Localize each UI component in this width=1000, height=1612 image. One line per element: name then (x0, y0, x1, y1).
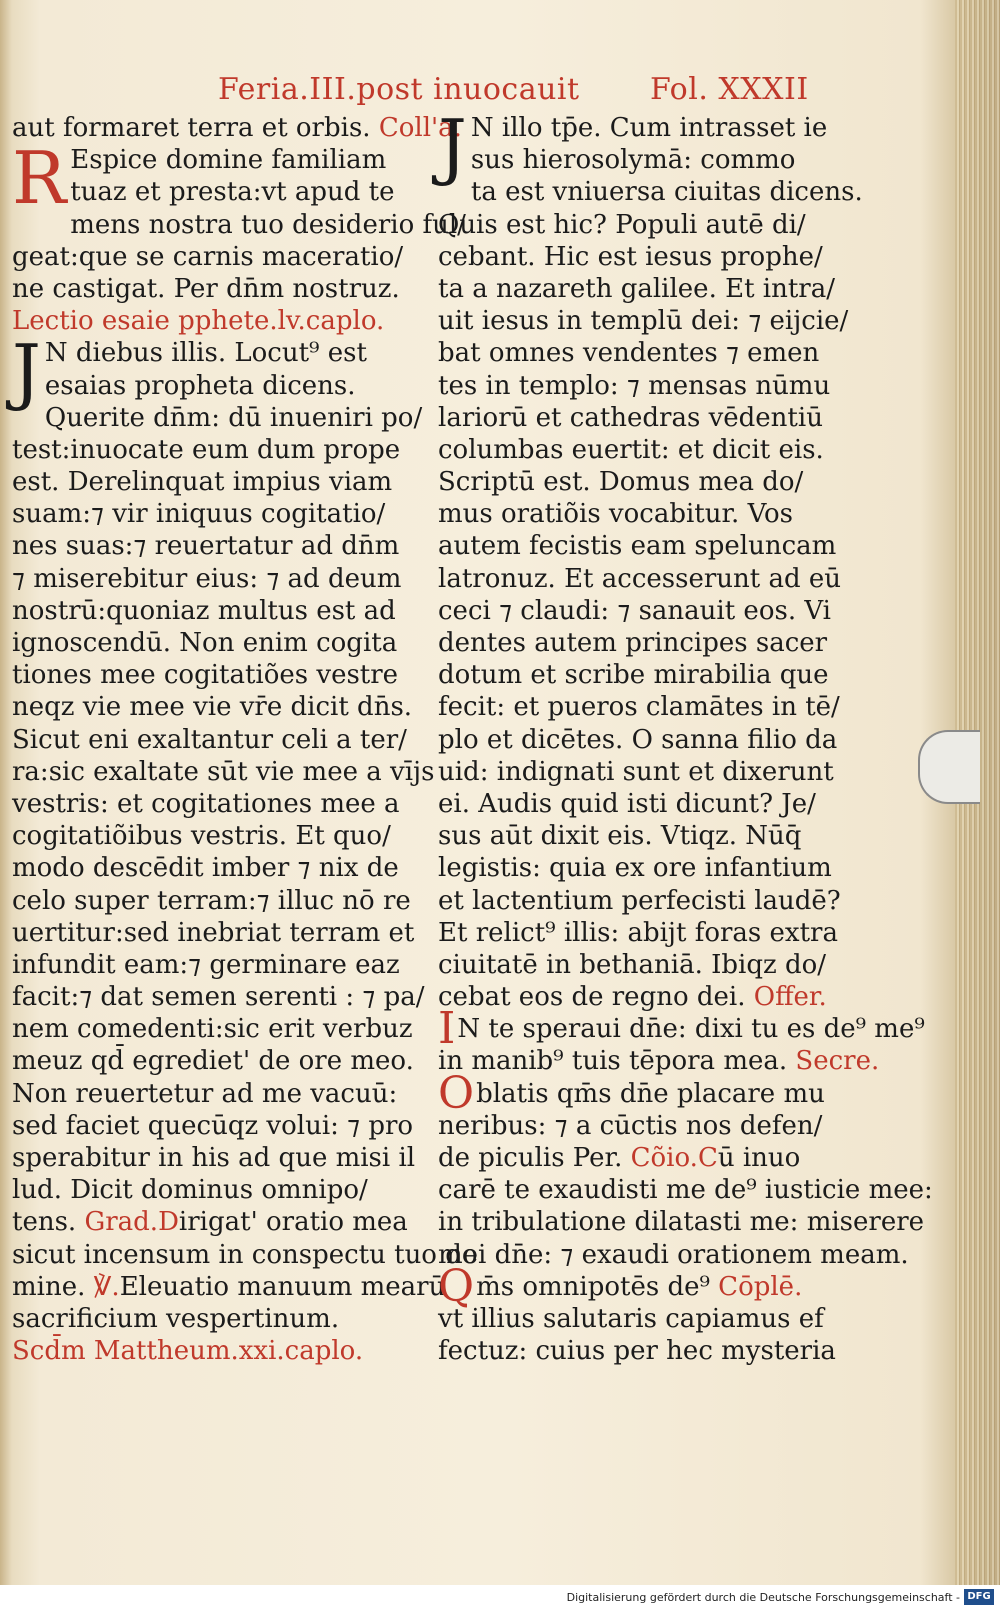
text-line (438, 1045, 880, 1077)
line-text: irigat' oratio mea (178, 1207, 408, 1238)
text-line (438, 209, 858, 241)
line-text: ignoscendū. Non enim cogita (12, 628, 398, 658)
line-text: cebat eos de regno dei. (438, 982, 754, 1013)
text-line (12, 176, 430, 208)
line-text: fecit: et pueros clamātes in tē/ (438, 692, 840, 723)
line-text: sus hierosolymā: commo (470, 145, 796, 176)
footer-bar (0, 1585, 1000, 1612)
text-line (12, 241, 430, 273)
line-text: Et relict⁹ illis: abijt foras extra (438, 917, 838, 948)
text-line (12, 659, 430, 691)
text-line (12, 820, 430, 852)
text-line (438, 756, 858, 788)
text-line (12, 595, 430, 627)
text-line (438, 1142, 858, 1174)
red-initial: C (697, 1143, 718, 1173)
rubric-label: Grad. (84, 1207, 159, 1238)
text-line (12, 1110, 430, 1142)
line-text: lud. Dicit dominus omnipo/ (12, 1175, 368, 1206)
line-text: cogitatiõibus vestris. Et quo/ (12, 821, 391, 852)
line-text: autem fecistis eam speluncam (438, 531, 837, 562)
line-text: facit:⁊ dat semen serenti : ⁊ pa/ (12, 982, 425, 1013)
text-line (12, 1303, 430, 1335)
rubric-label: Offer. (753, 982, 827, 1013)
text-line (438, 563, 858, 595)
line-text: m̄s omnipotēs de⁹ (476, 1271, 719, 1302)
text-line (12, 1206, 430, 1238)
line-text: aut formaret terra et orbis. (12, 113, 379, 143)
left-column (12, 112, 478, 1367)
line-text: vt illius salutaris capiamus ef (438, 1303, 824, 1334)
text-line (438, 627, 858, 659)
text-line (12, 273, 430, 305)
line-text: nem comedenti:sic erit verbuz (12, 1014, 413, 1045)
line-text: tes in templo: ⁊ mensas nūmu (438, 370, 831, 401)
text-line (12, 305, 430, 337)
line-text: legistis: quia ex ore infantium (438, 853, 832, 884)
line-text: bat omnes vendentes ⁊ emen (438, 338, 820, 369)
text-line (438, 917, 858, 949)
text-line (12, 724, 430, 756)
text-line (438, 112, 858, 144)
text-line (438, 1303, 858, 1335)
text-line (438, 1174, 933, 1206)
line-text: sus aūt dixit eis. Vtiqz. Nūq̄ (438, 821, 802, 852)
text-line (12, 144, 430, 176)
line-text: meuz qd̄ egrediet' de ore meo. (12, 1046, 414, 1077)
header-folio: Fol. XXXII (650, 72, 809, 107)
line-text: uit iesus in templū dei: ⁊ eijcie/ (438, 306, 849, 337)
line-text: geat:que se carnis maceratio/ (12, 241, 404, 272)
text-line (438, 981, 858, 1013)
line-text: Eleuatio manuum mearū (119, 1271, 446, 1302)
line-text: modo descēdit imber ⁊ nix de (12, 853, 399, 884)
text-line (12, 627, 430, 659)
line-text: neqz vie mee vie vr̄e dicit dn̄s. (12, 692, 413, 723)
line-text: tens. (12, 1207, 85, 1238)
text-line (12, 337, 430, 369)
text-line (438, 595, 858, 627)
line-text: suam:⁊ vir iniquus cogitatio/ (12, 499, 386, 530)
line-text: ceci ⁊ claudi: ⁊ sanauit eos. Vi (438, 595, 831, 626)
text-line (438, 1260, 858, 1312)
text-line (438, 820, 858, 852)
right-column (438, 104, 933, 1367)
line-text: dentes autem principes sacer (438, 628, 828, 658)
line-text: ei. Audis quid isti dicunt? Je/ (438, 788, 816, 819)
red-initial: I (438, 1003, 456, 1055)
text-line (12, 756, 435, 788)
text-line (12, 466, 430, 498)
text-line (12, 1045, 430, 1077)
line-text: uid: indignati sunt et dixerunt (438, 756, 834, 787)
text-line (12, 852, 430, 884)
rubric-heading: Lectio esaie pphete.lv.caplo. (12, 306, 385, 337)
line-text: cebant. Hic est iesus prophe/ (438, 241, 823, 272)
text-line (12, 434, 430, 466)
rubric-label: Cōplē. (718, 1271, 803, 1302)
text-line (438, 144, 858, 176)
text-line (438, 1206, 925, 1238)
header-feria: Feria.III.post inuocauit (218, 72, 580, 107)
initial-letter: J (12, 329, 41, 414)
line-text: celo super terram:⁊ illuc nō re (12, 885, 411, 916)
text-line (12, 1271, 446, 1303)
page-tab-marker (918, 730, 980, 804)
text-line (12, 1142, 430, 1174)
text-line (12, 1239, 478, 1271)
rubric-label: ℣. (93, 1271, 120, 1302)
line-text: mens nostra tuo desiderio ful/ (70, 209, 466, 240)
line-text: nostrū:quoniaz multus est ad (12, 595, 396, 626)
line-text: uertitur:sed inebriat terram et (12, 917, 415, 948)
text-line (438, 1110, 858, 1142)
text-line (438, 176, 863, 208)
red-initial: D (158, 1207, 179, 1238)
line-text: Quis est hic? Populi autē di/ (438, 209, 806, 240)
text-line (438, 337, 858, 369)
line-text: plo et dicētes. O sanna filio da (438, 724, 838, 755)
line-text: Espice domine familiam (70, 145, 387, 176)
line-text: in tribulatione dilatasti me: miserere (438, 1207, 925, 1238)
text-line (12, 370, 430, 402)
line-text: vestris: et cogitationes mee a (12, 788, 400, 819)
line-text: ra:sic exaltate sūt vie mee a vījs (12, 756, 435, 787)
footer-credit: Digitalisierung gefördert durch die Deutsche Forschungsgemeinschaft - (566, 1591, 960, 1604)
text-line (12, 1078, 430, 1110)
text-line (438, 852, 858, 884)
red-initial: O (438, 1067, 475, 1119)
text-line (12, 563, 430, 595)
line-text: nes suas:⁊ reuertatur ad dn̄m (12, 531, 400, 562)
text-line (438, 1335, 858, 1367)
text-line (12, 917, 430, 949)
line-text: ⁊ miserebitur eius: ⁊ ad deum (12, 563, 402, 594)
line-text: dotum et scribe mirabilia que (438, 660, 829, 691)
initial-letter: J (438, 104, 467, 188)
text-line (438, 434, 858, 466)
line-text: infundit eam:⁊ germinare eaz (12, 949, 400, 980)
line-text: sacrificium vespertinum. (12, 1303, 340, 1334)
text-line (438, 885, 858, 917)
text-line (438, 305, 858, 337)
text-line (12, 530, 430, 562)
line-text: N diebus illis. Locut⁹ est (44, 338, 367, 369)
line-text: ne castigat. Per dn̄m nostruz. (12, 273, 400, 304)
line-text: mine. (12, 1271, 94, 1302)
line-text: ta a nazareth galilee. Et intra/ (438, 273, 835, 304)
line-text: test:inuocate eum dum prope (12, 434, 401, 465)
line-text: N illo tp̄e. Cum intrasset ie (470, 113, 828, 143)
line-text: lariorū et cathedras vēdentiū (438, 402, 823, 433)
line-text: in manib⁹ tuis tēpora mea. (438, 1046, 796, 1077)
text-line (438, 370, 858, 402)
text-line (438, 659, 858, 691)
rubric-label: Secre. (795, 1046, 880, 1077)
line-text: mus oratiõis vocabitur. Vos (438, 499, 793, 530)
line-text: tiones mee cogitatiões vestre (12, 660, 399, 691)
text-line (12, 981, 430, 1013)
line-text: Scriptū est. Domus mea do/ (438, 467, 804, 498)
line-text: de piculis Per. (438, 1143, 631, 1173)
text-line (438, 724, 858, 756)
line-text: ciuitatē in bethaniā. Ibiqz do/ (438, 949, 827, 980)
text-line (438, 498, 858, 530)
text-line (12, 1335, 430, 1367)
line-text: blatis qm̄s dn̄e placare mu (476, 1078, 825, 1109)
line-text: neribus: ⁊ a cūctis nos defen/ (438, 1110, 823, 1141)
line-text: Non reuertetur ad me vacuū: (12, 1078, 398, 1109)
text-line (12, 402, 430, 434)
text-line (438, 241, 858, 273)
line-text: sed faciet quecūqz volui: ⁊ pro (12, 1110, 414, 1141)
text-line (438, 466, 858, 498)
line-text: mei dn̄e: ⁊ exaudi orationem meam. (438, 1239, 909, 1270)
text-line (12, 209, 466, 241)
line-text: Querite dn̄m: dū inueniri po/ (44, 402, 423, 433)
text-line (438, 402, 858, 434)
line-text: tuaz et presta:vt apud te (70, 177, 395, 208)
line-text: columbas euertit: et dicit eis. (438, 434, 824, 465)
red-initial: R (12, 136, 67, 221)
text-line (438, 1239, 909, 1271)
line-text: fectuz: cuius per hec mysteria (438, 1336, 836, 1367)
line-text: ta est vniuersa ciuitas dicens. (470, 177, 863, 208)
text-line (438, 273, 858, 305)
text-line (12, 949, 430, 981)
text-line (12, 788, 430, 820)
dfg-logo: DFG (964, 1589, 994, 1605)
line-text: sicut incensum in conspectu tuo do (12, 1239, 478, 1270)
text-line (12, 691, 430, 723)
text-line (12, 1013, 430, 1045)
text-line (438, 691, 858, 723)
text-line (438, 1003, 925, 1055)
text-line (438, 788, 858, 820)
line-text: sperabitur in his ad que misi il (12, 1143, 416, 1173)
rubric-heading: Scd̄m Mattheum.xxi.caplo. (12, 1336, 364, 1367)
line-text: carē te exaudisti me de⁹ iusticie mee: (438, 1175, 933, 1206)
red-initial: Q (438, 1260, 475, 1312)
rubric-label: Cõio. (630, 1143, 698, 1173)
text-line (438, 1067, 858, 1119)
line-text: esaias propheta dicens. (44, 370, 356, 401)
text-line (438, 949, 858, 981)
text-line (438, 530, 858, 562)
text-line (12, 1174, 430, 1206)
line-text: ū inuo (717, 1143, 801, 1173)
text-line (12, 498, 430, 530)
line-text: et lactentium perfecisti laudē? (438, 885, 841, 916)
line-text: N te speraui dn̄e: dixi tu es de⁹ me⁹ (457, 1014, 925, 1045)
rubric-label: Coll'a. (378, 113, 462, 143)
text-line (12, 885, 430, 917)
line-text: latronuz. Et accesserunt ad eū (438, 563, 842, 594)
line-text: Sicut eni exaltantur celi a ter/ (12, 724, 407, 755)
text-line (12, 112, 462, 144)
line-text: est. Derelinquat impius viam (12, 467, 393, 498)
